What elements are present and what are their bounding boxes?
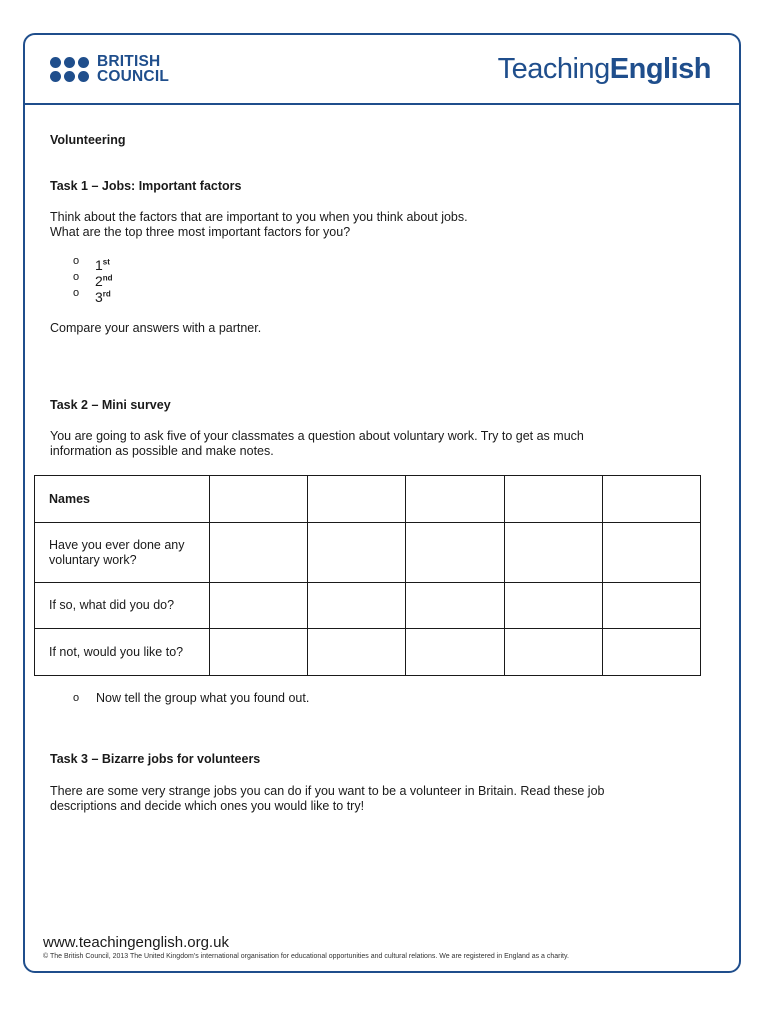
te-logo-part2: English (609, 53, 711, 85)
task3-line2: descriptions and decide which ones you would like to try! (50, 799, 365, 813)
bc-logo-line1: BRITISH (97, 53, 161, 70)
task1-line1: Think about the factors that are important to you when you think about jobs. (50, 210, 468, 224)
survey-cell[interactable] (504, 476, 602, 523)
task2-after: Now tell the group what you found out. (96, 691, 310, 705)
document-title: Volunteering (50, 133, 126, 147)
task1-heading: Task 1 – Jobs: Important factors (50, 179, 242, 193)
row-label-ever-done: Have you ever done any voluntary work? (35, 523, 210, 583)
survey-cell[interactable] (602, 583, 700, 629)
teaching-english-logo (498, 53, 711, 86)
ordinal-first: 1st (95, 257, 110, 273)
survey-cell[interactable] (210, 476, 308, 523)
bullet-marker: o (73, 255, 80, 267)
footer-copyright: © The British Council, 2013 The United Kingdom’s international organisation for educational opportunities and cultural relations. We are registered in England as a charity. (43, 953, 569, 960)
survey-cell[interactable] (406, 583, 504, 629)
survey-cell[interactable] (308, 476, 406, 523)
task2-heading: Task 2 – Mini survey (50, 398, 171, 412)
survey-cell[interactable] (406, 629, 504, 676)
table-row (35, 523, 701, 583)
bullet-marker: o (73, 692, 80, 704)
task2-line2: information as possible and make notes. (50, 444, 274, 458)
ordinal-third: 3rd (95, 289, 111, 305)
bc-logo-line2: COUNCIL (97, 68, 170, 85)
survey-cell[interactable] (504, 583, 602, 629)
row-label-if-not: If not, would you like to? (35, 629, 210, 676)
british-council-dots-icon (50, 57, 89, 82)
bullet-marker: o (73, 271, 80, 283)
task2-line1: You are going to ask five of your classmates a question about voluntary work. Try to get as much (50, 429, 584, 443)
te-logo-part1: Teaching (497, 53, 610, 85)
task1-line2: What are the top three most important factors for you? (50, 225, 351, 239)
task3-line1: There are some very strange jobs you can do if you want to be a volunteer in Britain. Read these job (50, 784, 605, 798)
survey-cell[interactable] (210, 629, 308, 676)
survey-cell[interactable] (602, 523, 700, 583)
row-label-names: Names (35, 476, 210, 523)
survey-cell[interactable] (504, 523, 602, 583)
row-label-if-so: If so, what did you do? (35, 583, 210, 629)
bullet-marker: o (73, 287, 80, 299)
survey-cell[interactable] (210, 523, 308, 583)
table-row (35, 583, 701, 629)
british-council-logo (50, 54, 169, 84)
table-row (35, 476, 701, 523)
survey-cell[interactable] (406, 523, 504, 583)
survey-cell[interactable] (210, 583, 308, 629)
survey-cell[interactable] (308, 523, 406, 583)
survey-cell[interactable] (602, 629, 700, 676)
survey-cell[interactable] (406, 476, 504, 523)
header-divider (24, 103, 741, 105)
task3-heading: Task 3 – Bizarre jobs for volunteers (50, 752, 261, 766)
survey-cell[interactable] (504, 629, 602, 676)
task1-compare: Compare your answers with a partner. (50, 321, 262, 335)
footer-url-link[interactable]: www.teachingenglish.org.uk (43, 934, 229, 951)
survey-cell[interactable] (602, 476, 700, 523)
survey-cell[interactable] (308, 583, 406, 629)
survey-cell[interactable] (308, 629, 406, 676)
table-row (35, 629, 701, 676)
survey-table (34, 475, 701, 676)
ordinal-second: 2nd (95, 273, 113, 289)
